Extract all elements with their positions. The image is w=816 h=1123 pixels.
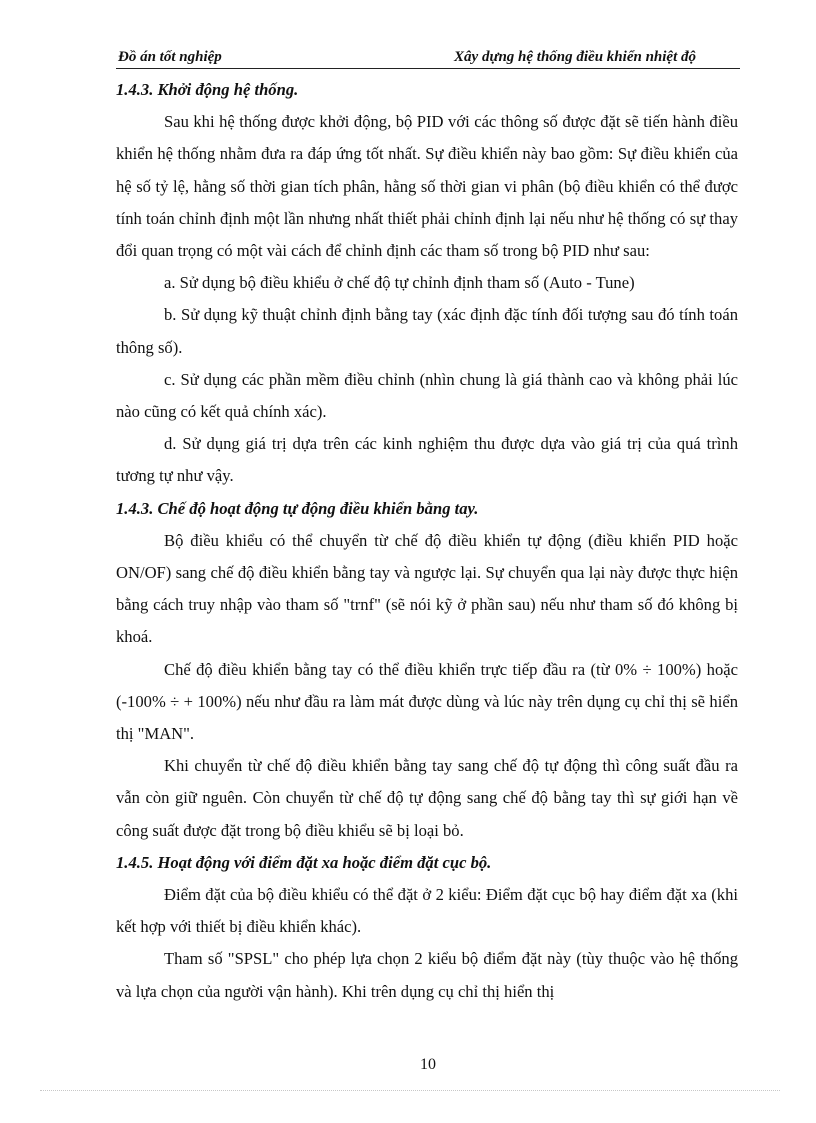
list-item: d. Sử dụng giá trị dựa trên các kinh nghiệm thu được dựa vào giá trị của quá trình tương tự như vậy.	[116, 434, 738, 486]
running-header	[116, 48, 740, 69]
header-right-title: Xây dựng hệ thống điều khiển nhiệt độ	[454, 49, 696, 65]
paragraph: Khi chuyển từ chế độ điều khiển bằng tay sang chế độ tự động thì công suất đầu ra vẫn còn giữ nguên. Còn chuyển từ chế độ tự động sang chế độ bằng tay thì sự giới hạn về công suất được đặt trong bộ điều khiểu sẽ bị loại bỏ.	[116, 756, 738, 840]
section-heading: 1.4.5. Hoạt động với điểm đặt xa hoặc điểm đặt cục bộ.	[116, 852, 492, 872]
page-number: 10	[420, 1056, 436, 1073]
list-item: c. Sử dụng các phần mềm điều chỉnh (nhìn chung là giá thành cao và không phải lúc nào cũng có kết quả chính xác).	[116, 369, 738, 422]
header-left-title: Đồ án tốt nghiệp	[118, 49, 222, 65]
list-item: b. Sử dụng kỹ thuật chỉnh định bằng tay (xác định đặc tính đối tượng sau đó tính toán thông số).	[116, 305, 738, 357]
body-content	[116, 74, 738, 1008]
paragraph: Bộ điều khiểu có thể chuyển từ chế độ điều khiển tự động (điều khiển PID hoặc ON/OF) sang chế độ điều khiển bằng tay và ngược lại. Sự chuyển qua lại này được thực hiện bằng cách truy nhập vào tham số "trnf" (sẽ nói kỹ ở phần sau) nếu như tham số đó không bị khoá.	[116, 530, 738, 647]
section-heading: 1.4.3. Khởi động hệ thống.	[116, 80, 299, 99]
list-item: a. Sử dụng bộ điều khiểu ở chế độ tự chỉnh định tham số (Auto - Tune)	[164, 273, 635, 293]
footer-divider	[40, 1090, 780, 1091]
paragraph: Tham số "SPSL" cho phép lựa chọn 2 kiểu bộ điểm đặt này (tùy thuộc vào hệ thống và lựa chọn của người vận hành). Khi trên dụng cụ chỉ thị hiển thị	[116, 949, 738, 1001]
section-heading: 1.4.3. Chế độ hoạt động tự động điều khiển bằng tay.	[116, 498, 479, 518]
paragraph: Sau khi hệ thống được khởi động, bộ PID với các thông số được đặt sẽ tiến hành điều khiển hệ thống nhằm đưa ra đáp ứng tốt nhất. Sự điều khiển này bao gồm: Sự điều khiển của hệ số tỷ lệ, hằng số thời gian tích phân, hằng số thời gian vi phân (bộ điều khiển có thể được tính toán chỉnh định một lần nhưng nhất thiết phải chỉnh định lại nếu như hệ thống có sự thay đổi quan trọng có một vài cách để chỉnh định các tham số trong bộ PID như sau:	[116, 112, 738, 261]
paragraph: Điểm đặt của bộ điều khiểu có thể đặt ở 2 kiểu: Điểm đặt cục bộ hay điểm đặt xa (khi kết hợp với thiết bị điều khiển khác).	[116, 885, 738, 937]
paragraph: Chế độ điều khiển bằng tay có thể điều khiển trực tiếp đầu ra (từ 0% ÷ 100%) hoặc (-100% ÷ + 100%) nếu như đầu ra làm mát được dùng và lúc này trên dụng cụ chỉ thị sẽ hiển thị "MAN".	[116, 659, 738, 744]
